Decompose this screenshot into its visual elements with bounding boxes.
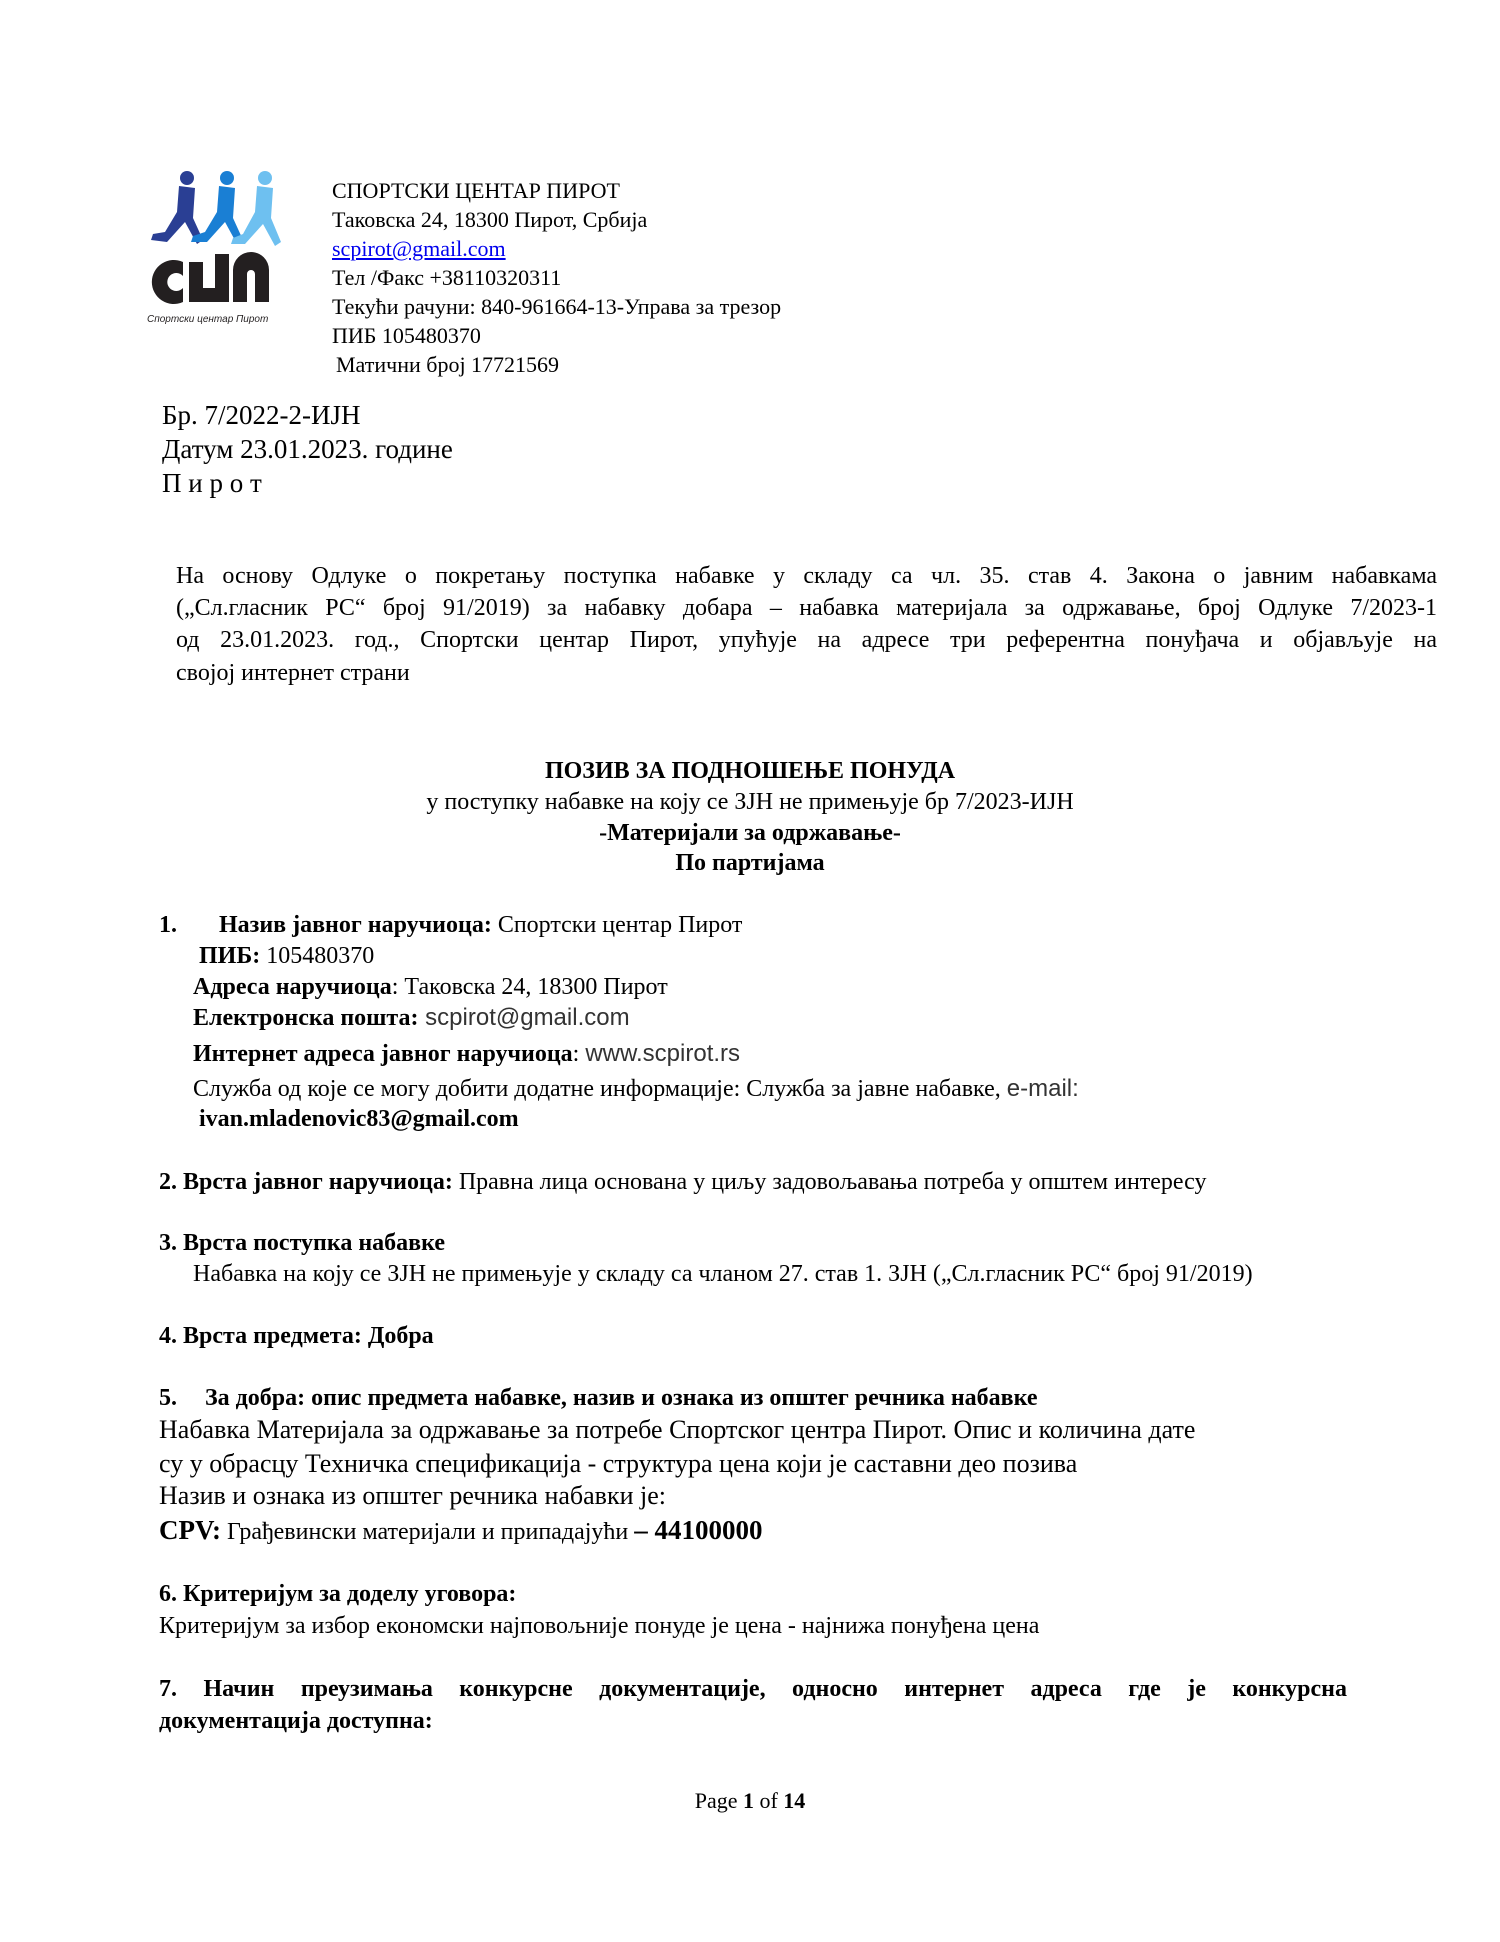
- section-5-line: су у обрасцу Техничка спецификација - структура цена који је саставни део позива: [159, 1449, 1078, 1478]
- cpv-label: CPV:: [159, 1515, 222, 1545]
- info-service-row: [193, 1077, 1079, 1101]
- logo-caption: Спортски центар Пирот: [147, 314, 269, 325]
- section-6-text: Критеријум за избор економски најповољније понуде је цена - најнижа понуђена цена: [159, 1613, 1040, 1639]
- section-7-heading-cont: документација доступна:: [159, 1708, 433, 1734]
- intro-line: На основу Одлуке о покретању поступка набавке у складу са чл. 35. став 4. Закона о јавним набавкама: [176, 563, 1437, 589]
- email-value: scpirot@gmail.com: [418, 1004, 630, 1031]
- page-indicator: [0, 1790, 1500, 1812]
- buyer-address-row: [193, 975, 668, 999]
- page-word: Page: [694, 1788, 743, 1813]
- logo-letters: [152, 252, 269, 304]
- org-address: Таковска 24, 18300 Пирот, Србија: [332, 207, 648, 232]
- title-subtitle: у поступку набавке на коју се ЗЈН не примењује бр 7/2023-ИЈН: [426, 789, 1074, 815]
- section-7-heading: 7. Начин преузимања конкурсне документације, односно интернет адреса где је конкурсна: [159, 1676, 1347, 1702]
- web-value: www.scpirot.rs: [585, 1040, 741, 1067]
- pib-label: ПИБ:: [199, 943, 261, 969]
- doc-number: Бр. 7/2022-2-ИЈН: [162, 400, 361, 430]
- cpv-row: [159, 1517, 763, 1544]
- page-number: 1: [742, 1788, 754, 1813]
- org-email-link[interactable]: scpirot@gmail.com: [332, 236, 506, 261]
- intro-line: својој интернет страни: [176, 660, 410, 686]
- title-lots: По партијама: [675, 850, 825, 876]
- section-2-label: 2. Врста јавног наручиоца:: [159, 1169, 453, 1195]
- of-word: of: [753, 1788, 784, 1813]
- org-reg-number: Матични број 17721569: [336, 352, 560, 377]
- page-total: 14: [783, 1788, 806, 1813]
- email-word: e-mail:: [1006, 1075, 1079, 1102]
- section-1-heading: [159, 913, 742, 937]
- title-subject: -Материјали за одржавање-: [599, 820, 901, 846]
- buyer-name-label: Назив јавног наручиоца:: [219, 912, 492, 938]
- section-2-value: Правна лица основана у циљу задовољавања потреба у општем интересу: [452, 1169, 1207, 1195]
- contact-email: ivan.mladenovic83@gmail.com: [199, 1106, 519, 1132]
- pib-value: 105480370: [260, 943, 375, 969]
- section-5-line: Набавка Материјала за одржавање за потребе Спортског центра Пирот. Опис и количина дате: [159, 1415, 1196, 1444]
- cpv-code: – 44100000: [634, 1515, 763, 1545]
- section-5-heading: [159, 1386, 1038, 1410]
- doc-date: Датум 23.01.2023. године: [162, 434, 453, 464]
- org-accounts: Текући рачуни: 840-961664-13-Управа за трезор: [332, 294, 782, 319]
- section-2: [159, 1170, 1207, 1194]
- org-name: СПОРТСКИ ЦЕНТАР ПИРОТ: [332, 178, 620, 203]
- web-separator: :: [572, 1041, 586, 1067]
- section-6-heading: 6. Критеријум за доделу уговора:: [159, 1581, 517, 1607]
- page-title: ПОЗИВ ЗА ПОДНОШЕЊЕ ПОНУДА: [544, 758, 956, 784]
- doc-place: П и р о т: [162, 468, 262, 498]
- section-5-line: Назив и ознака из општег речника набавки је:: [159, 1481, 666, 1510]
- sports-center-logo: [145, 170, 293, 330]
- cpv-text: Грађевински материјали и припадајући: [221, 1519, 635, 1545]
- intro-line: („Сл.гласник РС“ број 91/2019) за набавку добара – набавка материјала за одржавање, број Одлуке 7/2023-1: [176, 595, 1437, 621]
- buyer-pib-row: [199, 944, 374, 968]
- section-number: 5.: [159, 1385, 177, 1411]
- buyer-email-row: [193, 1006, 630, 1030]
- address-label: Адреса наручиоца: [193, 974, 392, 1000]
- buyer-name-value: Спортски центар Пирот: [491, 912, 743, 938]
- address-value: : Таковска 24, 18300 Пирот: [391, 974, 668, 1000]
- section-3-heading: 3. Врста поступка набавке: [159, 1230, 446, 1256]
- section-4-heading: 4. Врста предмета: Добра: [159, 1323, 434, 1349]
- section-3-text: Набавка на коју се ЗЈН не примењује у складу са чланом 27. став 1. ЗЈН („Сл.гласник РС“ број 91/2019): [193, 1261, 1253, 1287]
- buyer-web-row: [193, 1042, 740, 1066]
- org-pib: ПИБ 105480370: [332, 323, 481, 348]
- intro-line: од 23.01.2023. год., Спортски центар Пирот, упућује на адресе три референтна понуђача и објављује на: [176, 627, 1437, 653]
- email-label: Електронска пошта:: [193, 1005, 419, 1031]
- section-5-label: За добра: опис предмета набавке, назив и ознака из општег речника набавке: [205, 1385, 1038, 1411]
- info-service-text: Служба од које се могу добити додатне информације: Служба за јавне набавке,: [193, 1076, 1007, 1102]
- web-label: Интернет адреса јавног наручиоца: [193, 1041, 573, 1067]
- org-phone: Тел /Факс +38110320311: [332, 265, 562, 290]
- runners-icon: [151, 171, 281, 246]
- section-number: 1.: [159, 912, 177, 938]
